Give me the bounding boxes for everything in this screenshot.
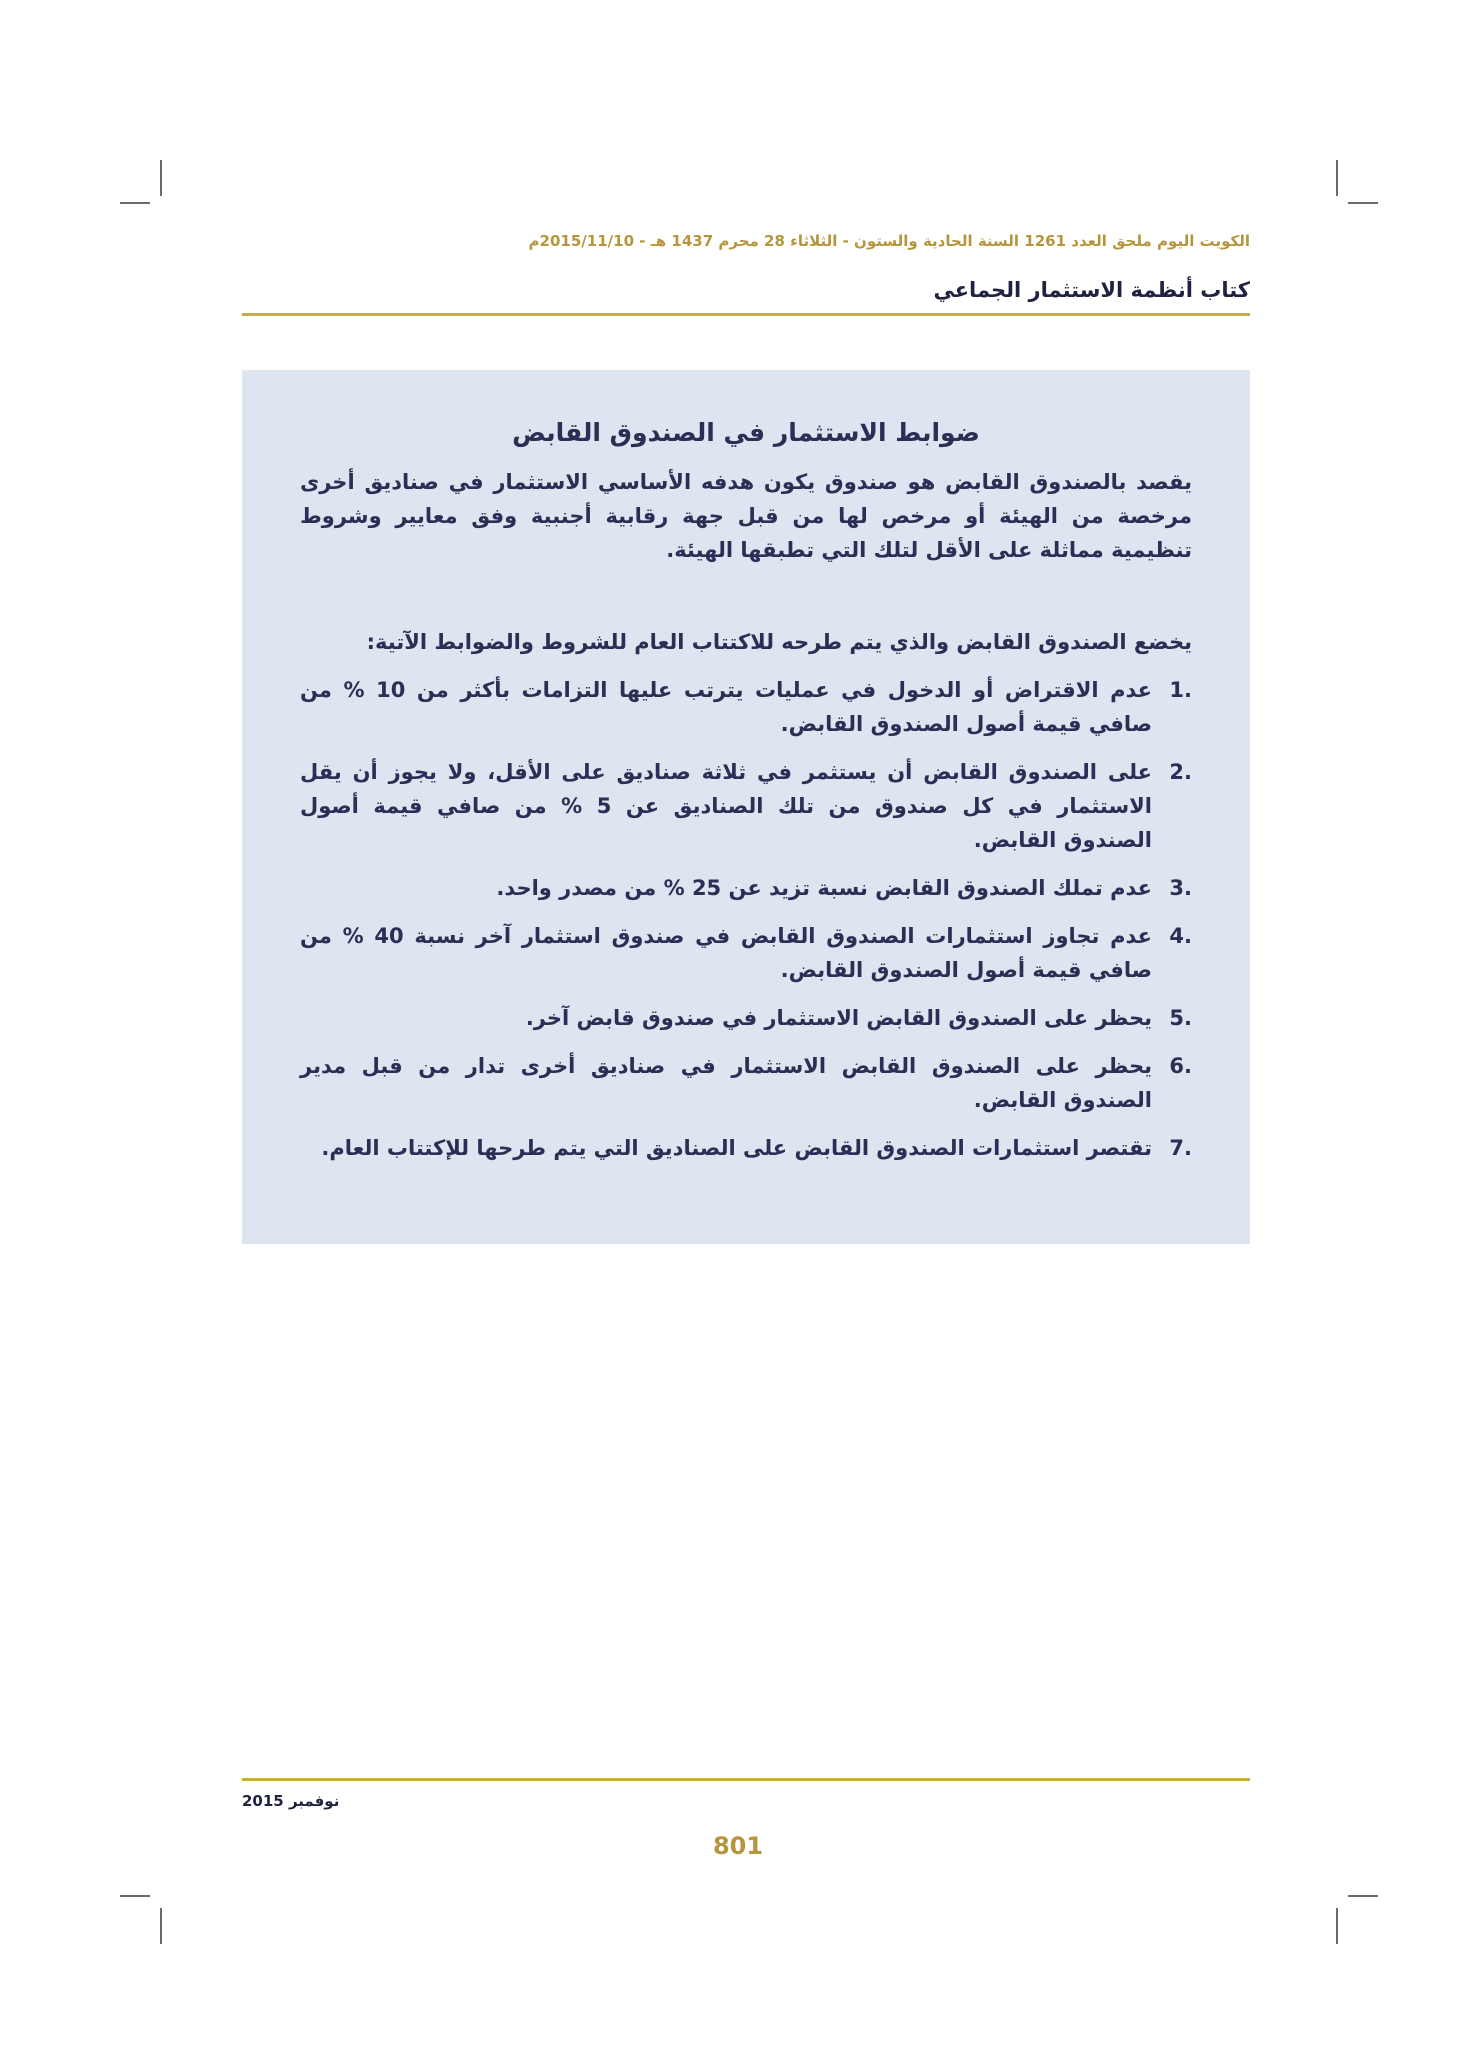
footer-rule	[242, 1778, 1250, 1781]
crop-mark	[120, 1895, 150, 1897]
item-number: 5.	[1169, 1006, 1192, 1030]
item-number: 2.	[1169, 760, 1192, 784]
crop-mark	[1336, 1908, 1338, 1944]
item-number: 4.	[1169, 924, 1192, 948]
item-text: تقتصر استثمارات الصندوق القابض على الصناديق التي يتم طرحها للإكتتاب العام.	[321, 1136, 1152, 1160]
crop-mark	[1348, 202, 1378, 204]
crop-mark	[160, 160, 162, 196]
list-item	[300, 871, 1192, 905]
item-text: يحظر على الصندوق القابض الاستثمار في صناديق أخرى تدار من قبل مدير الصندوق القابض.	[300, 1054, 1152, 1112]
item-number: 3.	[1169, 876, 1192, 900]
list-item	[300, 1131, 1192, 1165]
lead-paragraph: يخضع الصندوق القابض والذي يتم طرحه للاكتتاب العام للشروط والضوابط الآتية:	[366, 630, 1192, 654]
item-text: عدم تجاوز استثمارات الصندوق القابض في صندوق استثمار آخر نسبة 40 % من صافي قيمة أصول الصندوق القابض.	[300, 924, 1152, 982]
item-text: يحظر على الصندوق القابض الاستثمار في صندوق قابض آخر.	[525, 1006, 1152, 1030]
item-number: 1.	[1169, 678, 1192, 702]
running-header: الكويت اليوم ملحق العدد 1261 السنة الحادية والستون - الثلاثاء 28 محرم 1437 هـ - 2015/11/10م	[528, 232, 1250, 250]
list-item	[300, 1001, 1192, 1035]
list-item	[300, 755, 1192, 857]
page-number: 801	[712, 1832, 764, 1860]
item-number: 6.	[1169, 1054, 1192, 1078]
crop-mark	[120, 202, 150, 204]
crop-mark	[1336, 160, 1338, 196]
list-item	[300, 673, 1192, 741]
crop-mark	[160, 1908, 162, 1944]
item-number: 7.	[1169, 1136, 1192, 1160]
footer-date: نوفمبر 2015	[242, 1792, 340, 1810]
item-text: عدم الاقتراض أو الدخول في عمليات يترتب عليها التزامات بأكثر من 10 % من صافي قيمة أصول الصندوق القابض.	[300, 678, 1152, 736]
item-text: على الصندوق القابض أن يستثمر في ثلاثة صناديق على الأقل، ولا يجوز أن يقل الاستثمار في كل صندوق من تلك الصناديق عن 5 % من صافي قيمة أصول الصندوق القابض.	[300, 760, 1152, 852]
list-item	[300, 1049, 1192, 1117]
header-rule	[242, 313, 1250, 316]
box-title: ضوابط الاستثمار في الصندوق القابض	[512, 418, 980, 447]
list-item	[300, 919, 1192, 987]
conditions-list	[300, 673, 1192, 1165]
book-title: كتاب أنظمة الاستثمار الجماعي	[933, 278, 1250, 302]
item-text: عدم تملك الصندوق القابض نسبة تزيد عن 25 % من مصدر واحد.	[496, 876, 1152, 900]
content-box	[242, 370, 1250, 1244]
intro-paragraph: يقصد بالصندوق القابض هو صندوق يكون هدفه الأساسي الاستثمار في صناديق أخرى مرخصة من الهيئة أو مرخص لها من قبل جهة رقابية أجنبية وفق معايير وشروط تنظيمية مماثلة على الأقل لتلك التي تطبقها الهيئة.	[300, 470, 1192, 562]
crop-mark	[1348, 1895, 1378, 1897]
